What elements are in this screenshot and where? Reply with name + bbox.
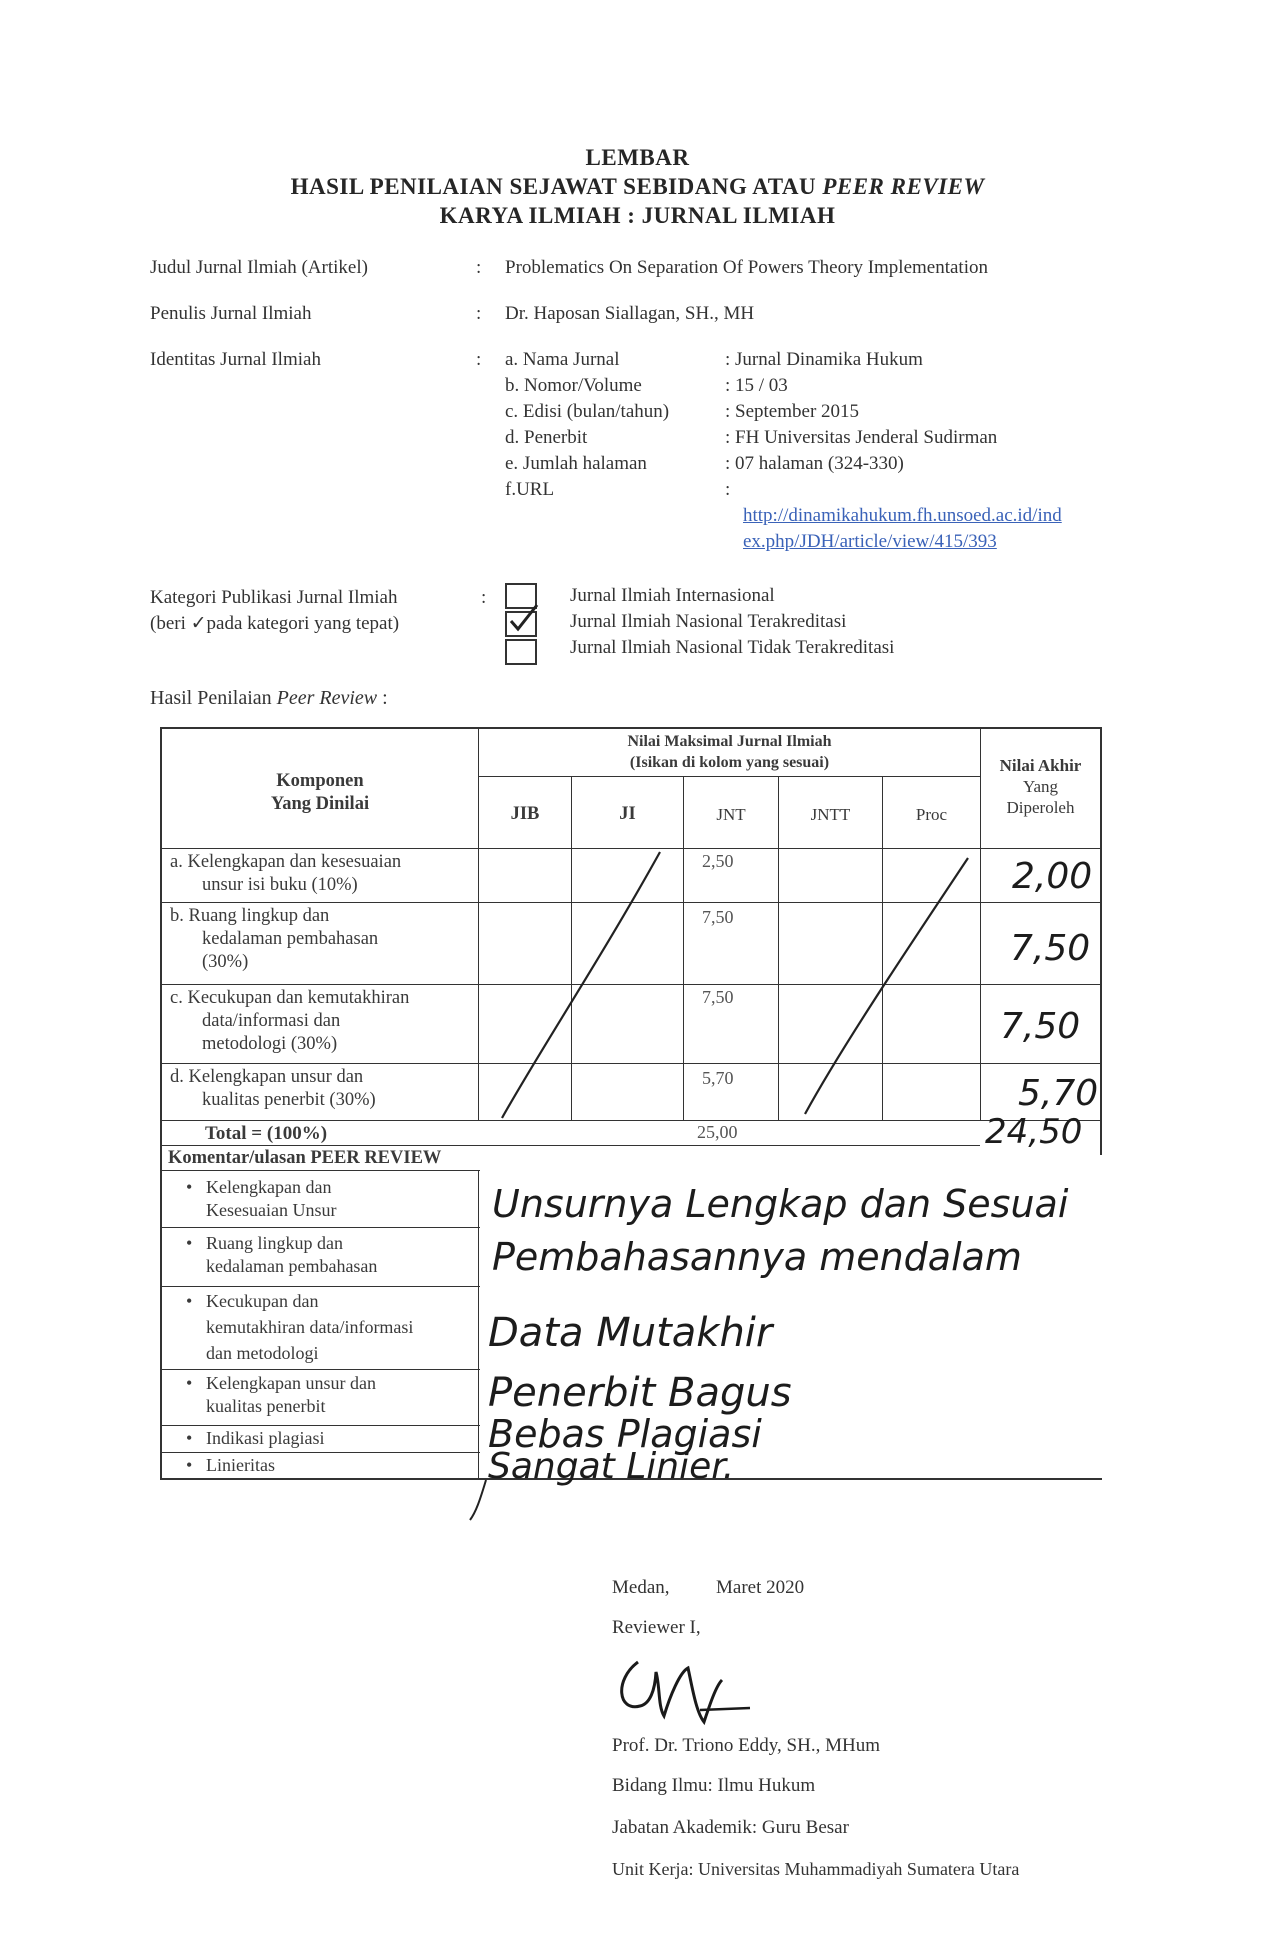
identitas-item-label: e. Jumlah halaman <box>505 453 647 474</box>
col-header-jnt: JNT <box>716 805 746 824</box>
nilai-akhir-header-line1: Nilai Akhir <box>999 756 1082 775</box>
row-jnt-value: 7,50 <box>702 987 734 1007</box>
identitas-item-value: : FH Universitas Jenderal Sudirman <box>725 427 998 448</box>
hasil-label-italic: Peer Review <box>276 687 378 709</box>
handwritten-signature-icon <box>600 1610 800 1740</box>
comment-handwritten: Sangat Linier. <box>488 1446 735 1487</box>
comment-handwritten: Unsurnya Lengkap dan Sesuai <box>492 1182 1069 1226</box>
kategori-label: Kategori Publikasi Jurnal Ilmiah <box>150 587 398 608</box>
identitas-item-value: : Jurnal Dinamika Hukum <box>725 349 923 370</box>
kategori-hint: (beri ✓pada kategori yang tepat) <box>150 613 400 634</box>
row-label-line: d. Kelengkapan unsur dan <box>170 1067 364 1087</box>
row-jnt-value: 2,50 <box>702 851 734 871</box>
comment-handwritten: Pembahasannya mendalam <box>492 1235 1022 1279</box>
signature-date: Maret 2020 <box>716 1577 805 1598</box>
row-final-value: 5,70 <box>1018 1073 1099 1114</box>
row-label-line: data/informasi dan <box>202 1011 341 1031</box>
colon-judul: : <box>476 257 482 278</box>
identitas-label: Identitas Jurnal Ilmiah <box>150 349 321 370</box>
doc-title-line3: KARYA ILMIAH : JURNAL ILMIAH <box>439 203 836 228</box>
col-header-proc: Proc <box>915 805 948 824</box>
doc-title-line2-text: HASIL PENILAIAN SEJAWAT SEBIDANG ATAU <box>290 174 823 199</box>
identitas-item-label: c. Edisi (bulan/tahun) <box>505 401 670 422</box>
signature-place: Medan, <box>612 1577 670 1598</box>
identitas-item-value: : 07 halaman (324-330) <box>725 453 904 474</box>
comment-handwritten: Bebas Plagiasi <box>488 1412 762 1456</box>
row-label-line: metodologi (30%) <box>202 1034 338 1054</box>
row-label-line: (30%) <box>202 952 249 972</box>
signature-reviewer: Reviewer I, <box>612 1617 701 1638</box>
identitas-item-label: a. Nama Jurnal <box>505 349 620 370</box>
row-final-value: 2,00 <box>1012 856 1093 897</box>
comment-handwritten: Data Mutakhir <box>488 1310 773 1356</box>
hasil-label-suffix: : <box>377 687 388 709</box>
col-header-jntt: JNTT <box>810 805 851 824</box>
comment-label-line: • Kelengkapan dan <box>206 1177 332 1197</box>
penulis-value: Dr. Haposan Siallagan, SH., MH <box>505 303 755 324</box>
row-label-line: kedalaman pembahasan <box>202 929 379 949</box>
reviewer-jabatan: Jabatan Akademik: Guru Besar <box>612 1817 849 1838</box>
komponen-header-line2: Yang Dinilai <box>270 794 370 814</box>
comment-label-line: Kesesuaian Unsur <box>206 1200 337 1220</box>
row-final-value: 7,50 <box>1010 928 1091 969</box>
row-jnt-value: 5,70 <box>702 1068 734 1088</box>
total-final-value: 24,50 <box>985 1112 1083 1152</box>
reviewer-bidang: Bidang Ilmu: Ilmu Hukum <box>612 1775 816 1796</box>
row-final-value: 7,50 <box>1000 1006 1081 1047</box>
nilai-max-header-line2: (Isikan di kolom yang sesuai) <box>629 754 830 771</box>
comment-label-line: • Ruang lingkup dan <box>206 1233 343 1253</box>
row-label-line: a. Kelengkapan dan kesesuaian <box>170 852 402 872</box>
identitas-item-label: d. Penerbit <box>505 427 588 448</box>
total-label: Total = (100%) <box>205 1123 328 1144</box>
row-label-line: c. Kecukupan dan kemutakhiran <box>170 988 410 1008</box>
kategori-option-label: Jurnal Ilmiah Nasional Terakreditasi <box>570 611 847 632</box>
reviewer-unit: Unit Kerja: Universitas Muhammadiyah Sumatera Utara <box>612 1859 1020 1879</box>
judul-label: Judul Jurnal Ilmiah (Artikel) <box>150 257 368 278</box>
colon-identitas: : <box>476 349 482 370</box>
identitas-item-value: : September 2015 <box>725 401 860 422</box>
url-link-line1[interactable]: http://dinamikahukum.fh.unsoed.ac.id/ind <box>743 505 1062 526</box>
hasil-label-text: Hasil Penilaian <box>150 687 277 709</box>
doc-title-line2-italic: PEER REVIEW <box>822 174 985 199</box>
reviewer-name: Prof. Dr. Triono Eddy, SH., MHum <box>612 1735 880 1756</box>
row-label-line: unsur isi buku (10%) <box>202 875 358 895</box>
comment-label-line: kedalaman pembahasan <box>206 1256 378 1276</box>
kategori-option-label: Jurnal Ilmiah Internasional <box>570 585 775 606</box>
identitas-item-label: f.URL <box>505 479 555 500</box>
nilai-akhir-header-line2: Yang <box>1022 777 1059 796</box>
comment-label-line: kualitas penerbit <box>206 1396 326 1416</box>
row-jnt-value: 7,50 <box>702 907 734 927</box>
row-label-line: b. Ruang lingkup dan <box>170 906 330 926</box>
colon-kategori: : <box>481 587 487 608</box>
identitas-item-label: b. Nomor/Volume <box>505 375 642 396</box>
nilai-max-header-line1: Nilai Maksimal Jurnal Ilmiah <box>627 733 832 750</box>
identitas-item-value: : 15 / 03 <box>725 375 788 396</box>
comment-label-line: • Kelengkapan unsur dan <box>206 1373 376 1393</box>
comment-label-line: • Kecukupan dan <box>206 1291 319 1311</box>
comment-label: • Linieritas <box>206 1454 275 1477</box>
komponen-header-line1: Komponen <box>276 771 364 791</box>
penulis-label: Penulis Jurnal Ilmiah <box>150 303 312 324</box>
identitas-item-value: : <box>725 479 731 500</box>
colon-penulis: : <box>476 303 482 324</box>
nilai-akhir-header-line3: Diperoleh <box>1006 798 1075 817</box>
kategori-option-label: Jurnal Ilmiah Nasional Tidak Terakreditasi <box>570 637 895 658</box>
row-label-line: kualitas penerbit (30%) <box>202 1090 376 1110</box>
comment-handwritten: Penerbit Bagus <box>488 1370 792 1416</box>
comment-label: • Indikasi plagiasi <box>206 1427 324 1450</box>
url-link-line2[interactable]: ex.php/JDH/article/view/415/393 <box>743 531 997 552</box>
comment-label-line: dan metodologi <box>206 1343 319 1363</box>
komentar-header: Komentar/ulasan PEER REVIEW <box>168 1148 442 1168</box>
comment-label-line: kemutakhiran data/informasi <box>206 1317 414 1337</box>
col-header-ji: JI <box>619 804 636 824</box>
col-header-jib: JIB <box>510 804 540 824</box>
doc-title-line1: LEMBAR <box>585 145 690 170</box>
judul-value: Problematics On Separation Of Powers Theory Implementation <box>505 257 988 278</box>
total-jnt-value: 25,00 <box>697 1122 738 1142</box>
